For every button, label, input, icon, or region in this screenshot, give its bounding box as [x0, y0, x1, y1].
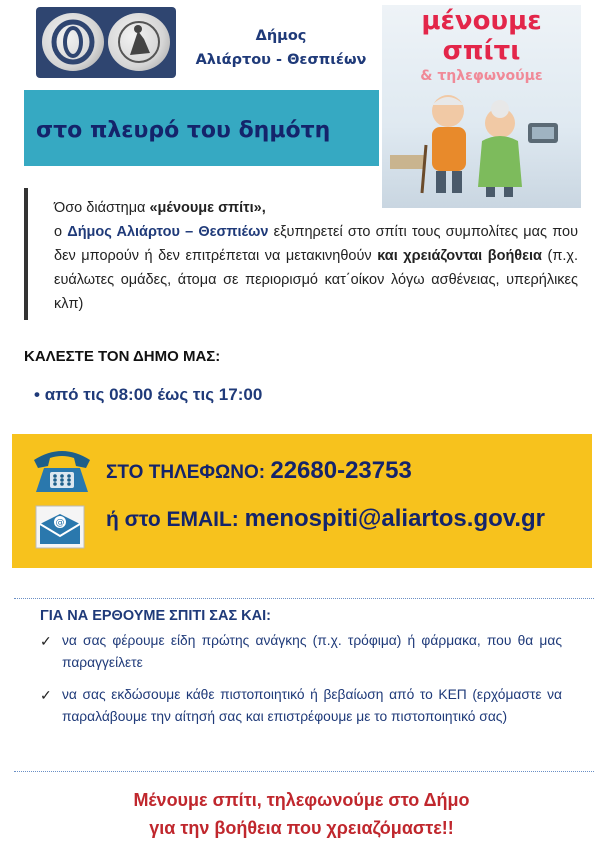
service-item-2 [40, 684, 562, 728]
coin-right-emblem [108, 13, 170, 71]
phone-number[interactable]: 22680-23753 [270, 457, 412, 484]
intro-stay-home: «μένουμε σπίτι», [149, 200, 266, 216]
municipality-name [176, 24, 386, 72]
campaign-title-line-1: μένουμε [421, 6, 542, 36]
hours-text: από τις 08:00 έως τις 17:00 [44, 385, 263, 404]
campaign-title [382, 6, 581, 66]
email-line [106, 505, 545, 533]
email-label: ή στο EMAIL: [106, 508, 239, 531]
telephone-icon [30, 446, 94, 500]
intro-need-help: και χρειάζονται βοήθεια [377, 248, 542, 264]
closing-line-2: για την βοήθεια που χρειαζόμαστε!! [149, 818, 454, 838]
intro-text-4: (π.χ. ευάλωτες ομάδες, άτομα σε περιορισμό κατ΄οίκον λόγω ασθένειας, υπερήλικες κλπ) [54, 248, 578, 312]
closing-message [0, 786, 603, 842]
phone-label: ΣΤΟ ΤΗΛΕΦΩΝΟ: [106, 462, 266, 483]
intro-text-1: Όσο διάστημα [54, 200, 150, 216]
intro-paragraph [54, 196, 578, 316]
intro-body [54, 220, 578, 316]
service-text-2: να σας εκδώσουμε κάθε πιστοποιητικό ή βεβαίωση από το ΚΕΠ (ερχόμαστε να παραλάβουμε την αίτησή σας και επιστρέφουμε με το πιστοποιητικό σας) [62, 687, 562, 724]
intro-municipality: Δήμος Αλιάρτου – Θεσπιέων [67, 224, 269, 240]
service-text-1: να σας φέρουμε είδη πρώτης ανάγκης (π.χ. τρόφιμα) ή φάρμακα, που θα μας παραγγείλετε [62, 633, 562, 670]
campaign-title-line-2: σπίτι [442, 36, 521, 66]
email-icon [34, 504, 86, 554]
checkmark-icon: ✓ [40, 633, 52, 649]
municipality-line-2: Αλιάρτου - Θεσπιέων [195, 52, 367, 68]
hours-bullet: • [34, 385, 40, 404]
service-item-1 [40, 630, 562, 674]
municipality-line-1: Δήμος [255, 28, 307, 44]
coin-left-emblem [42, 13, 104, 71]
services-heading: ΓΙΑ ΝΑ ΕΡΘΟΥΜΕ ΣΠΙΤΙ ΣΑΣ ΚΑΙ: [40, 608, 271, 624]
contact-panel [12, 434, 592, 568]
call-heading: ΚΑΛΕΣΤΕ ΤΟΝ ΔΗΜΟ ΜΑΣ: [24, 348, 221, 365]
intro-side-bar [24, 188, 28, 320]
email-address[interactable]: menospiti@aliartos.gov.gr [244, 505, 545, 532]
hours-line [34, 385, 262, 405]
intro-text-3: εξυπηρετεί στο σπίτι τους συμπολίτες μας που δεν μπορούν ή δεν επιτρέπεται να μετακινηθούν [54, 224, 579, 264]
municipality-logo [36, 7, 176, 78]
intro-text-2: ο [54, 224, 68, 240]
intro-first-line [54, 196, 578, 220]
checkmark-icon: ✓ [40, 687, 52, 703]
closing-line-1: Μένουμε σπίτι, τηλεφωνούμε στο Δήμο [133, 790, 470, 810]
phone-line [106, 457, 412, 485]
svg-text:@: @ [55, 518, 65, 528]
banner-title: στο πλευρό του δημότη [36, 118, 331, 143]
campaign-subtitle: & τηλεφωνούμε [420, 68, 543, 84]
